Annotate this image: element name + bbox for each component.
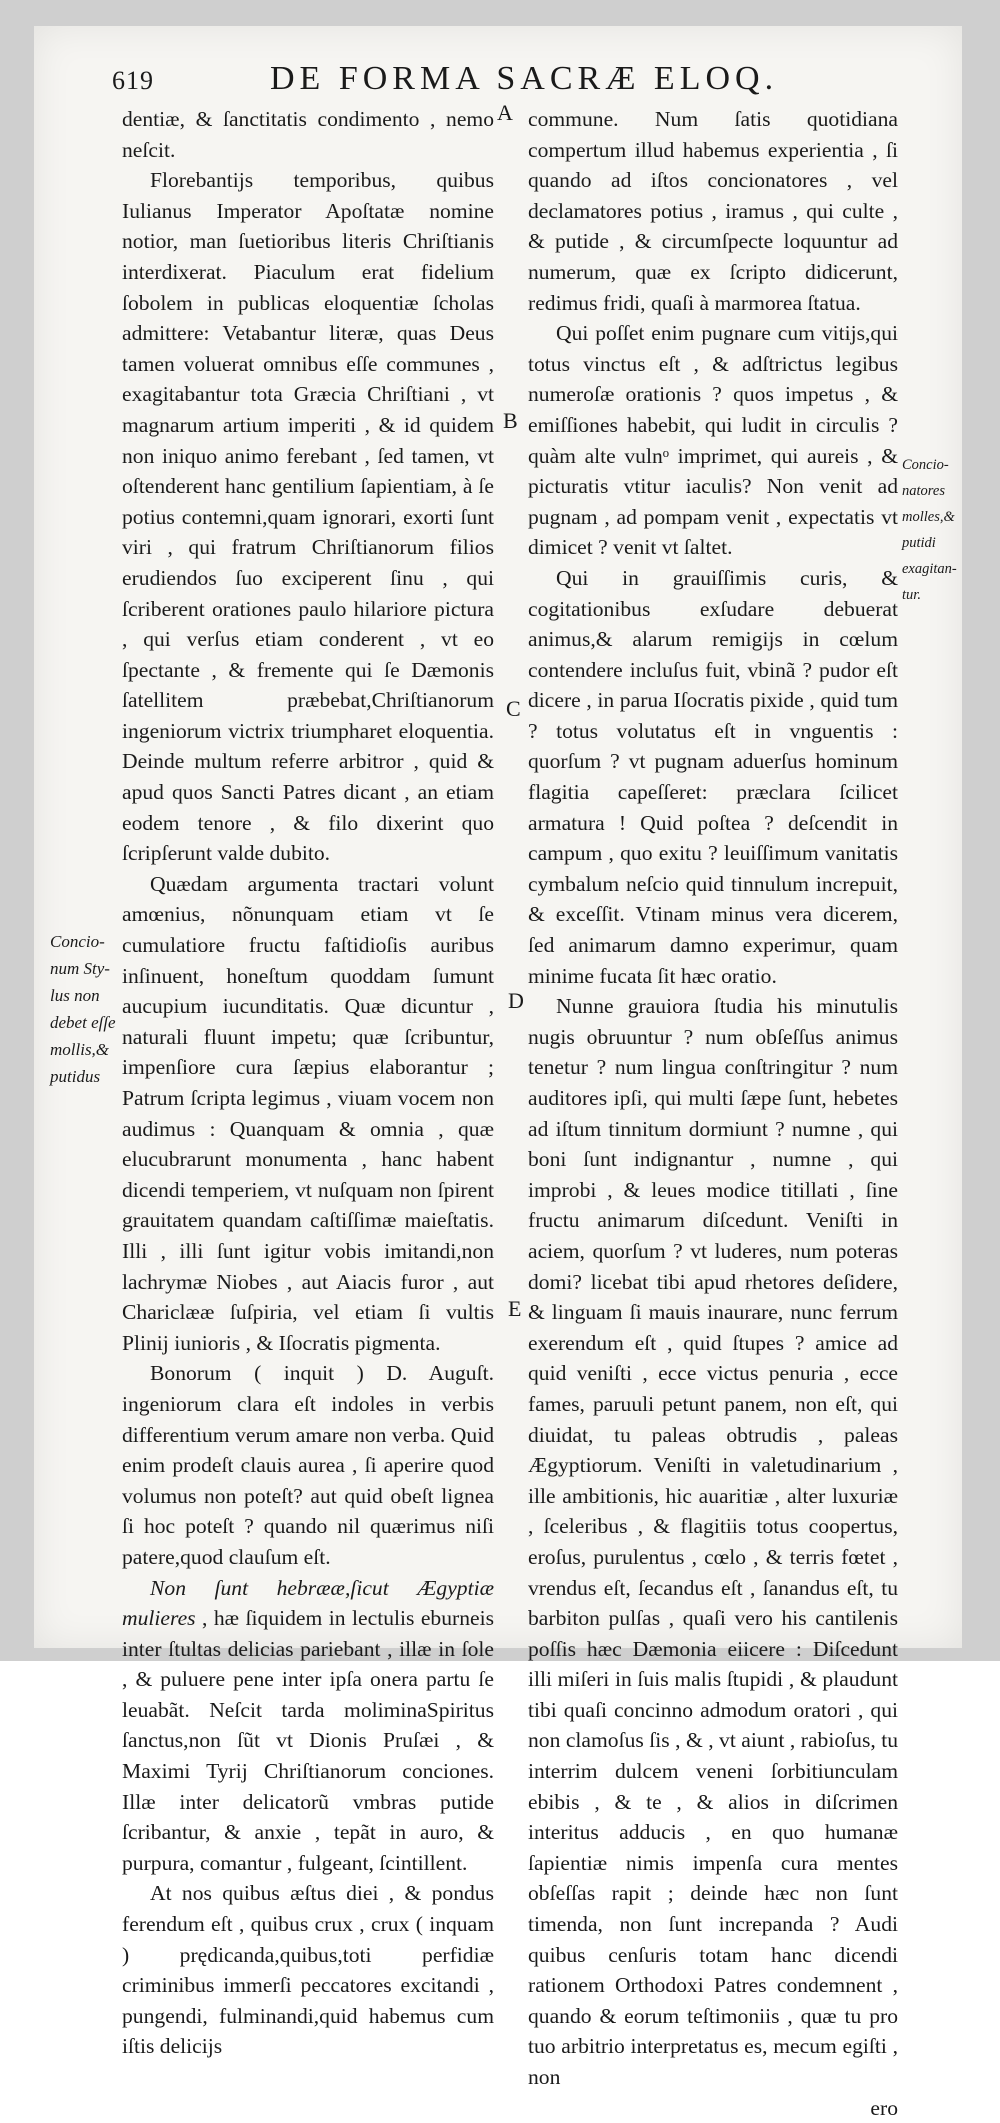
margin-note-line: lus non — [50, 986, 100, 1005]
margin-note-line: Concio- — [50, 932, 105, 951]
paragraph: commune. Num ſatis quotidiana compertum illud habemus experientia , ſi quando ad iſtos concionatores , vel declamatores potius , iramus , qui culte , & putide , & circumſpecte loquuntur ad numerum, quæ ex ſcripto didicerunt, redimus fridi, quaſi à marmorea ſtatua. — [528, 107, 898, 315]
paragraph: Qui in grauiſſimis curis, & cogitationibus exſudare debuerat animus,& alarum remigijs in cœlum contendere incluſus fuit, vbinã ? pudor eſt dicere , in parua Iſocratis pixide , quid tum ? totus volutatus eſt in vnguentis : quorſum ? vt pugnam aduerſus hominum flagitia capeſſeret: præclara ſcilicet armatura ! Quid poſtea ? deſcendit in campum , quo exitu ? leuiſſimum vanitatis cymbalum neſcio quid tinnulum increpuit, & exceſſit. Vtinam minus vera dicerem, ſed animarum damno experimur, quam minime fucata ſit hæc oratio. — [528, 565, 898, 988]
margin-note-line: natores — [902, 483, 945, 499]
paragraph: Quædam argumenta tractari volunt amœnius, nõnunquam etiam vt ſe cumulatiore fructu faſtidioſis auribus inſinuent, honeſtum quoddam ſumunt aucupium iucunditatis. Quæ dicuntur , naturali fluunt impetu; quæ ſcribuntur, impenſiore cura ſæpius elaborantur ; Patrum ſcripta legimus , viuam vocem non audimus : Quanquam & omnia , quæ elucubrarunt monumenta , hanc habent dicendi temperiem, vt nuſquam non ſpirent grauitatem quandam caſtiſſimæ maieſtatis. Illi , illi ſunt igitur vobis imitandi,non lachrymæ Niobes , aut Aiacis furor , aut Chariclææ ſuſpiria, vel etiam ſi vultis Plinij iunioris , & Iſocratis pigmenta. — [122, 871, 494, 1355]
margin-note-line: debet eſſe — [50, 1013, 116, 1032]
paragraph: Bonorum ( inquit ) D. Auguſt. ingeniorum clara eſt indoles in verbis differentium verum amare non verba. Quid enim prodeſt clauis aurea , ſi aperire quod volumus non poteſt? aut quid obeſt lignea ſi hoc poteſt ? quando nil quærimus niſi patere,quod clauſum eſt. — [122, 1361, 494, 1569]
paragraph: Florebantijs temporibus, quibus Iulianus Imperator Apoſtatæ nomine notior, man ſuetioribus literis Chriſtianis interdixerat. Piaculum erat fidelium ſobolem in publicas eloquentiæ ſcholas admittere: Vetabantur literæ, quas Deus tamen voluerat omnibus eſſe communes , exagitabantur tota Græcia Chriſtiani , vt magnarum artium imperiti , & id quidem non iniquo animo ferebant , ſed tamen, vt oſtenderent hanc gentilium ſapientiam, à ſe potius contemni,quam ignorari, exorti ſunt viri , qui fratrum Chriſtianorum filios erudiendos ſuo exciperent ſinu , qui ſcriberent orationes paulo hilariore pictura , qui verſus etiam conderent , vt eo ſpectante , & fremente qui ſe Dæmonis ſatellitem præbebat,Chriſtianorum ingeniorum victrix triumpharet eloquentia. Deinde multum referre arbitror , quid & apud quos Sancti Patres dicant , an etiam eodem tenore , & filo dixerint quo ſcripſerunt valde dubito. — [122, 168, 494, 866]
margin-note-line: molles,& — [902, 509, 955, 525]
margin-note-line: putidi — [902, 535, 936, 551]
left-column — [122, 104, 494, 2062]
margin-note-left — [50, 928, 124, 1090]
paragraph: dentiæ, & ſanctitatis condimento , nemo neſcit. — [122, 107, 494, 162]
margin-note-line: mollis,& — [50, 1040, 110, 1059]
section-mark-e: E — [508, 1296, 522, 1321]
margin-note-line: num Sty- — [50, 959, 110, 978]
margin-note-line: exagitan- — [902, 561, 957, 577]
right-column — [528, 104, 898, 2123]
margin-note-line: tur. — [902, 587, 921, 603]
paragraph-rest: , hæ ſiquidem in lectulis eburneis inter ſtultas delicias pariebant , illæ in ſole , & puluere pene inter ipſa onera partu ſe leuabãt. Neſcit tarda moliminaSpiritus ſanctus,non ſũt vt Dionis Pruſæi , & Maximi Tyrij Chriſtianorum conciones. Illæ inter delicatorũ vmbras putide ſcribantur, & anxie , tepãt in auro, & purpura, comantur , fulgeant, ſcintillent. — [122, 1606, 494, 1875]
margin-note-line: putidus — [50, 1067, 101, 1086]
paragraph — [122, 1573, 494, 1879]
section-mark-c: C — [506, 696, 521, 721]
section-mark-b: B — [503, 408, 518, 433]
paragraph: At nos quibus æſtus diei , & pondus ferendum eſt , quibus crux , crux ( inquam ) prędicanda,quibus,toti perfidiæ criminibus immerſi peccatores excitandi , pungendi, fulminandi,quid habemus cum iſtis delicijs — [122, 1881, 494, 2059]
margin-note-right — [902, 452, 964, 608]
catchword: ero — [870, 2095, 898, 2120]
section-mark-d: D — [508, 988, 524, 1013]
page-header — [112, 56, 912, 106]
page-number: 619 — [112, 66, 154, 95]
paragraph: Nunne grauiora ſtudia his minutulis nugis obruuntur ? num obſeſſus animus tenetur ? num lingua conſtringitur ? num auditores ipſi, qui multi ſæpe ſunt, hebetes ad iſtum tinnitum dormiunt ? numne , qui boni ſunt indignantur , numne , qui improbi , & leues modice titillati , ſine fructu animarum diſcedunt. Veniſti in aciem, quorſum ? vt luderes, num poteras domi? licebat tibi apud rhetores deſidere, & linguam ſi mauis inaurare, nunc ferrum exerendum eſt , quid ſtupes ? amice ad quid veniſti , ecce victus penuria , ecce fames, paruuli petunt panem, non eſt, qui diuidat, tu paleas obtrudis , paleas Ægyptiorum. Veniſti in valetudinarium , ille ambitionis, hic auaritiæ , alter luxuriæ , ſceleribus , & flagitiis totus coopertus, eroſus, purulentus , cœlo , & terris fœtet , vrendus eſt, ſecandus eſt , ſanandus eſt, tu barbiton pulſas , quaſi vero his cantilenis poſſis hæc Dæmonia eiicere : Diſcedunt illi miſeri in ſuis malis ſtupidi , & plaudunt tibi quaſi concinno admodum oratori , qui non clamoſus ſis , & , vt aiunt , rabioſus, tu interrim dulcem veneni ſorbitiunculam ebibis , & te , & alios in diſcrimen interitus adducis , en quo humanæ ſapientiæ nimis impenſa cura mentes obſeſſas rapit ; deinde hæc non ſunt timenda, non ſunt increpanda ? Audi quibus cenſuris totam hanc dicendi rationem Orthodoxi Patres condemnent , quando & eorum teſtimoniis , quæ tu pro tuo arbitrio interpretatus es, mecum egiſti , non — [528, 994, 898, 2089]
section-mark-a: A — [497, 100, 513, 125]
margin-note-line: Concio- — [902, 457, 949, 473]
italic-quote: Non ſunt hebrææ,ſicut Ægyptiæ mulieres — [122, 1575, 494, 1631]
paragraph: Qui poſſet enim pugnare cum vitijs,qui totus vinctus eſt , & adſtrictus legibus numeroſæ orationis ? quos impetus , & emiſſiones habebit, qui ludit in circulis ? quàm alte vulnᵒ imprimet, qui aureis , & picturatis vtitur iaculis? Non venit ad pugnam , ad pompam venit , expectatis vt dimicet ? venit vt ſaltet. — [528, 321, 898, 560]
running-head: DE FORMA SACRÆ ELOQ. — [270, 60, 779, 97]
